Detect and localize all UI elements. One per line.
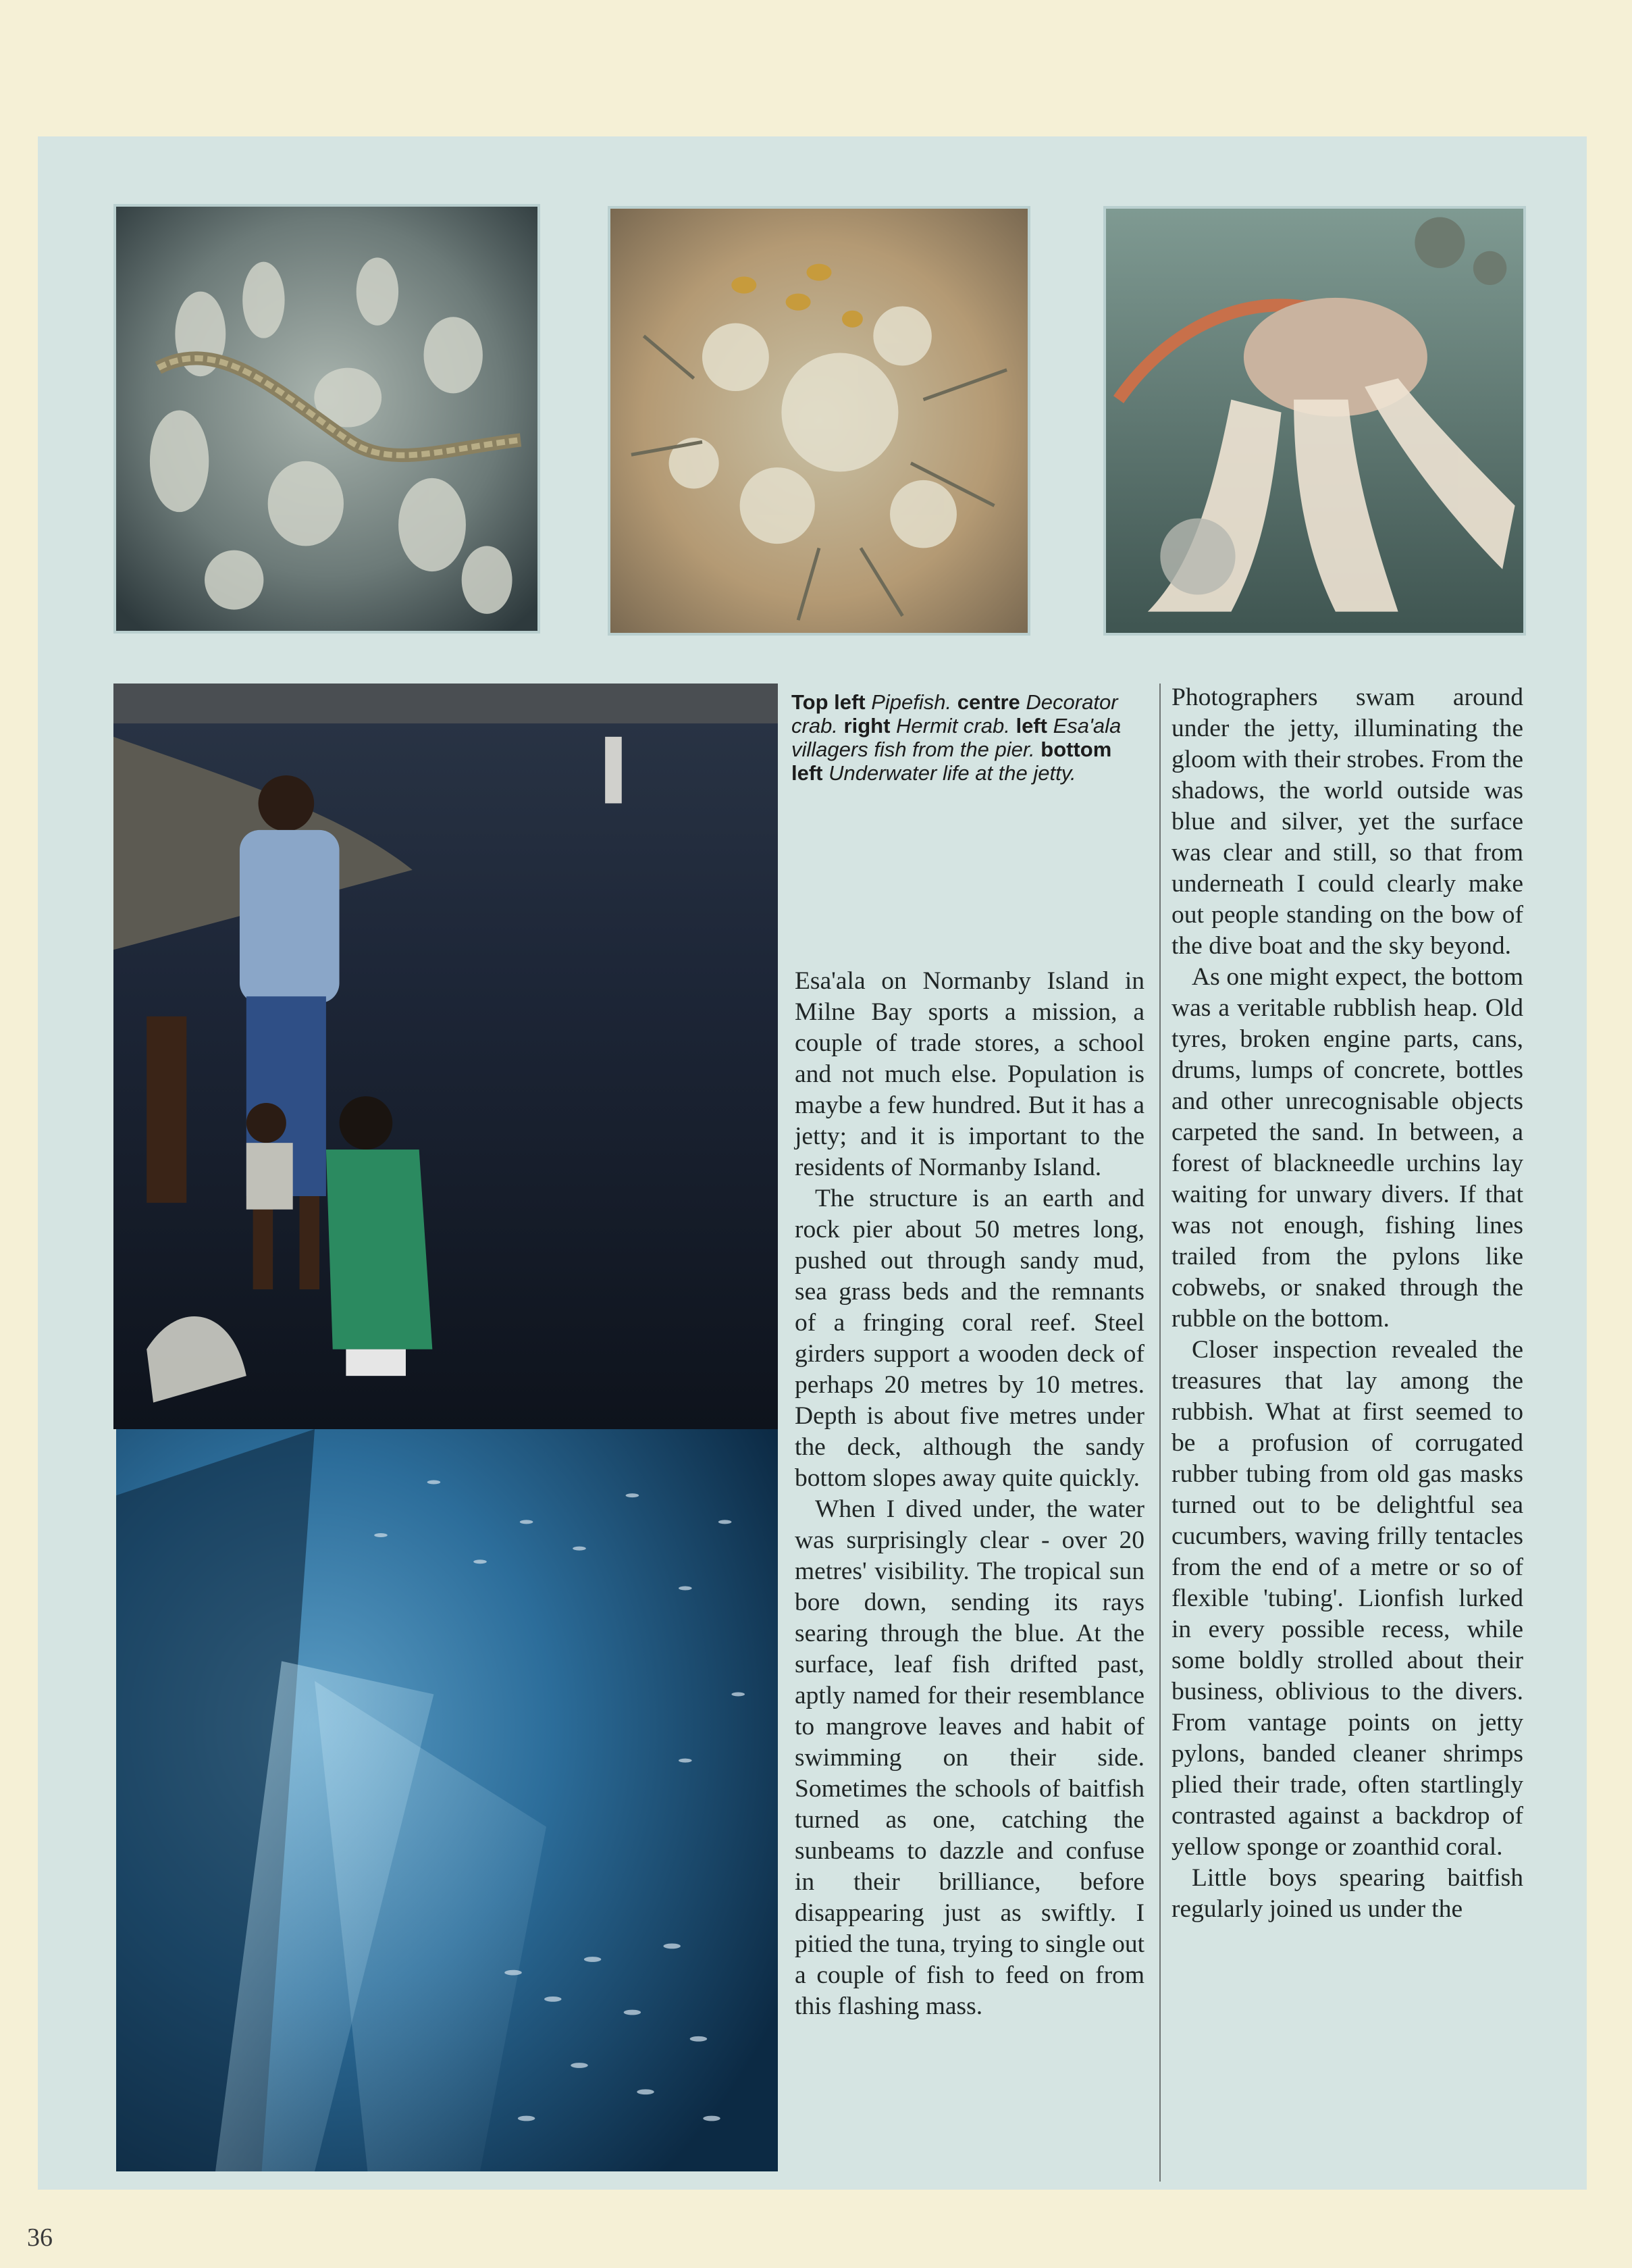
article-paragraph: The structure is an earth and rock pier about 50 metres long, pushed out through sandy mud, sea grass beds and the remnants of a fringing coral reef. Steel girders support a wooden deck of perhaps 20 metres by 10 metres. Depth is about five metres under the deck, although the sandy bottom slopes away quite quickly. bbox=[795, 1185, 1144, 1492]
photo-top-right-hermit-crab bbox=[1103, 206, 1526, 636]
caption-text-right: Hermit crab. bbox=[896, 714, 1016, 738]
caption-label-right: right bbox=[843, 714, 897, 738]
photo-bottom-left-underwater-jetty bbox=[116, 1429, 778, 2171]
caption-label-left: left bbox=[1016, 714, 1053, 738]
caption-text-centre: Decorator crab. bbox=[791, 690, 1118, 738]
article-paragraph: Little boys spearing baitfish regularly joined us under the bbox=[1172, 1864, 1523, 1923]
photo-top-left-pipefish bbox=[113, 204, 540, 634]
article-paragraph: When I dived under, the water was surprisingly clear - over 20 metres' visibility. The tropical sun bore down, sending its rays searing through the blue. At the surface, leaf fish drifted past, aptly named for their resemblance to mangrove leaves and habit of swimming on their side. Sometimes the schools of baitfish turned as one, catching the sunbeams to dazzle and confuse in their brilliance, before disappearing just as swiftly. I pitied the tuna, trying to single out a couple of fish to feed on from this flashing mass. bbox=[795, 1495, 1144, 2020]
photo-left-villagers-fishing bbox=[113, 684, 778, 1429]
article-paragraph: Esa'ala on Normanby Island in Milne Bay sports a mission, a couple of trade stores, a school and not much else. Population is maybe a few hundred. But it has a jetty; and it is important to the residents of Normanby Island. bbox=[795, 967, 1144, 1181]
article-column-2 bbox=[1172, 682, 1523, 1925]
article-paragraph: As one might expect, the bottom was a veritable rubblish heap. Old tyres, broken engine parts, cans, drums, lumps of concrete, bottles and other unrecognisable objects carpeted the sand. In between, a forest of blackneedle urchins lay waiting for unwary divers. If that was not enough, fishing lines trailed from the pylons like cobwebs, or snaked through the rubble on the bottom. bbox=[1172, 963, 1523, 1333]
caption-label-bottom-left: bottom left bbox=[791, 738, 1112, 785]
page-number: 36 bbox=[27, 2223, 53, 2252]
caption-text-bottom-left: Underwater life at the jetty. bbox=[828, 761, 1076, 785]
article-column-1 bbox=[795, 966, 1144, 2022]
caption-text-left: Esa'ala villagers fish from the pier. bbox=[791, 714, 1122, 761]
caption-label-top-left: Top left bbox=[791, 690, 872, 714]
article-paragraph: Closer inspection revealed the treasures that lay among the rubbish. What at first seemed to be a profusion of corrugated rubber tubing from old gas masks turned out to be delightful sea cucumbers, waving frilly tentacles from the end of a metre or so of flexible 'tubing'. Lionfish lurked in every possible recess, while some boldly strolled about their business, oblivious to the divers. From vantage points on jetty pylons, banded cleaner shrimps plied their trade, often startlingly contrasted against a backdrop of yellow sponge or zoanthid coral. bbox=[1172, 1336, 1523, 1861]
article-paragraph: Photographers swam around under the jetty, illuminating the gloom with their strobes. From the shadows, the world outside was blue and silver, yet the surface was clear and still, so that from underneath I could clearly make out people standing on the bow of the dive boat and the sky beyond. bbox=[1172, 684, 1523, 960]
caption-text-top-left: Pipefish. bbox=[871, 690, 957, 714]
column-divider bbox=[1159, 684, 1161, 2182]
photo-top-centre-decorator-crab bbox=[608, 206, 1030, 636]
photo-caption bbox=[791, 690, 1142, 785]
caption-label-centre: centre bbox=[957, 690, 1026, 714]
